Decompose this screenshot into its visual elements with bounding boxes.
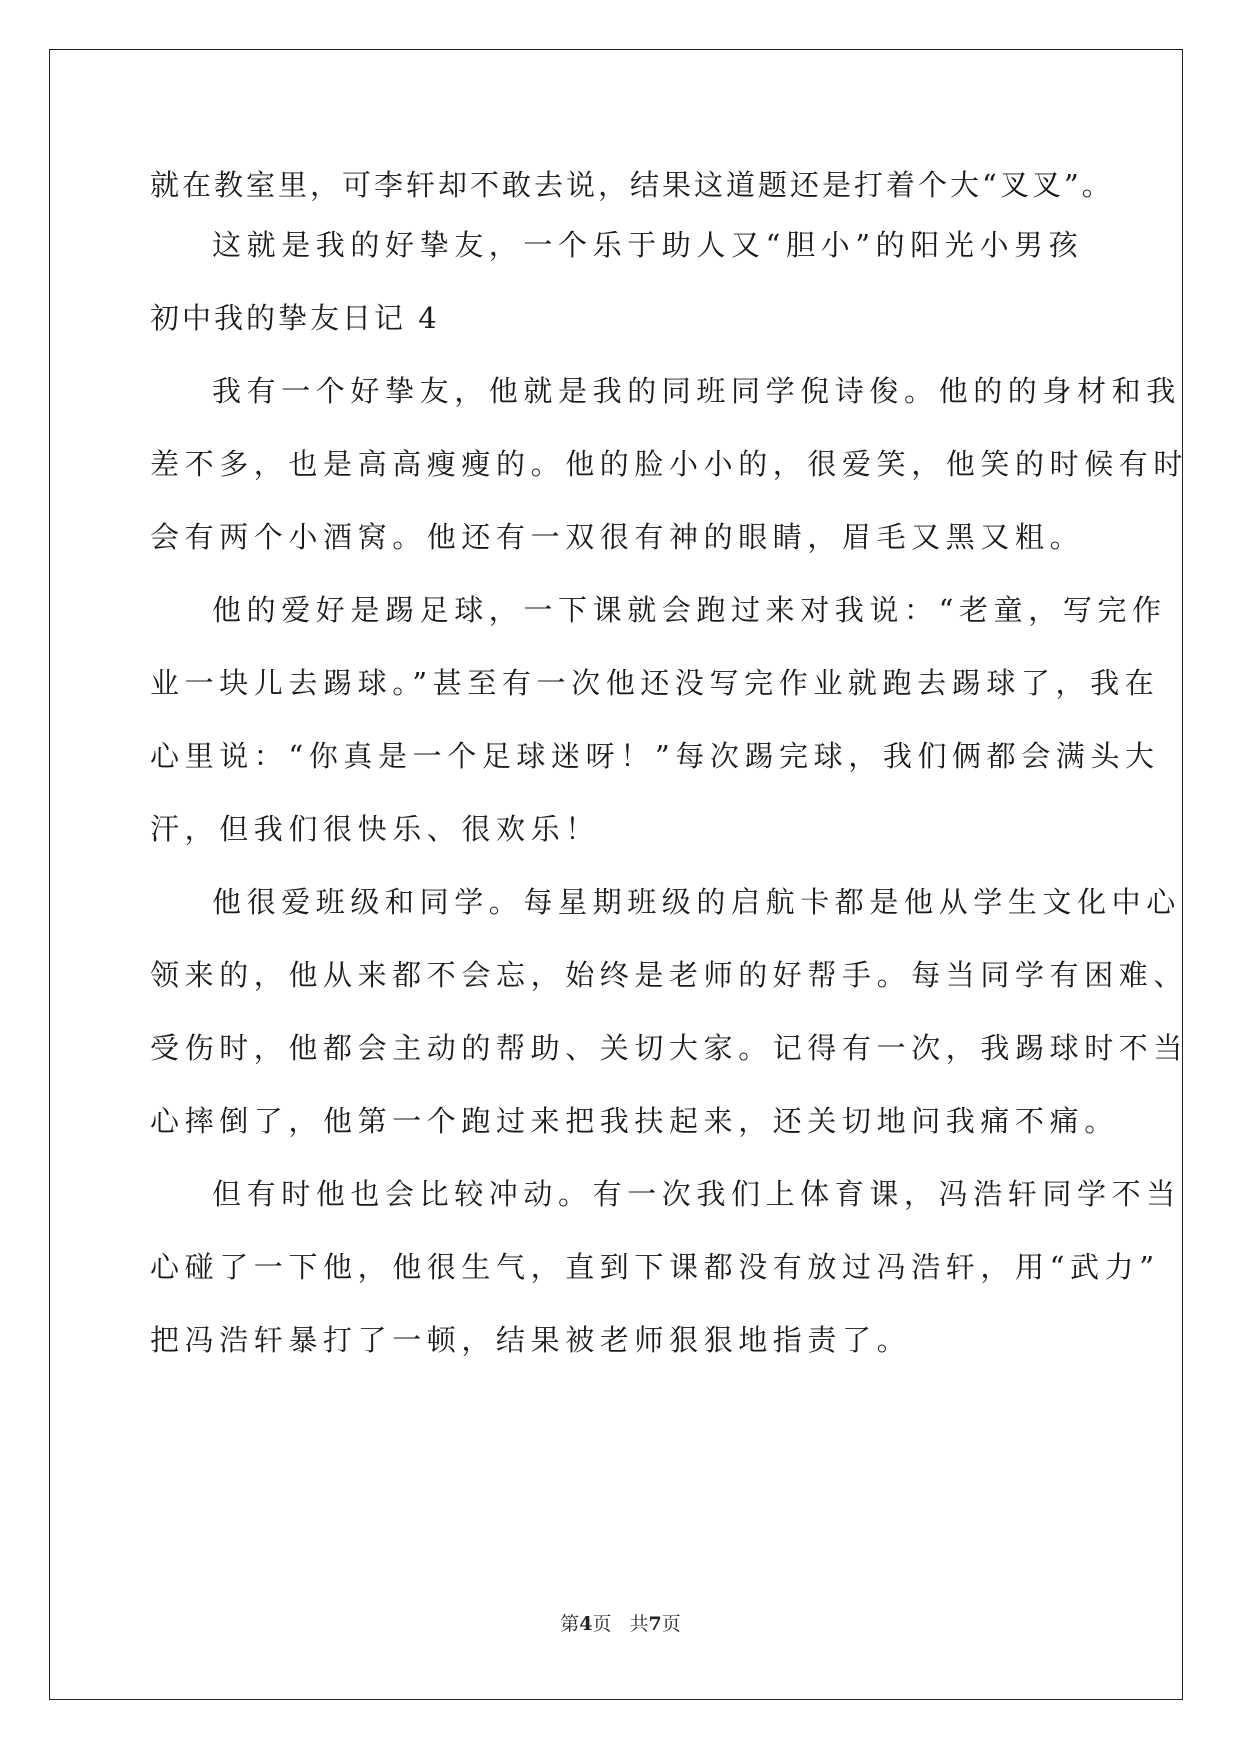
body-line: 业一块儿去踢球。”甚至有一次他还没写完作业就跑去踢球了，我在 xyxy=(150,666,1160,700)
body-line: 心摔倒了，他第一个跑过来把我扶起来，还关切地问我痛不痛。 xyxy=(150,1104,1119,1138)
body-line: 就在教室里，可李轩却不敢去说，结果这道题还是打着个大“叉叉”。 xyxy=(150,168,1114,202)
total-page-count: 7 xyxy=(648,1613,662,1635)
total-label-suffix: 页 xyxy=(661,1613,681,1635)
body-line: 把冯浩轩暴打了一顿，结果被老师狠狠地指责了。 xyxy=(150,1323,912,1357)
body-line: 心里说：“你真是一个足球迷呀！”每次踢完球，我们俩都会满头大 xyxy=(150,739,1160,773)
body-line: 差不多，也是高高瘦瘦的。他的脸小小的，很爱笑，他笑的时候有时 xyxy=(150,447,1189,481)
body-line: 他的爱好是踢足球，一下课就会跑过来对我说：“老童，写完作 xyxy=(212,593,1167,627)
current-page-number: 4 xyxy=(579,1613,593,1635)
body-line: 我有一个好挚友，他就是我的同班同学倪诗俊。他的的身材和我 xyxy=(212,374,1181,408)
body-line: 但有时他也会比较冲动。有一次我们上体育课，冯浩轩同学不当 xyxy=(212,1177,1181,1211)
body-line: 汗，但我们很快乐、很欢乐！ xyxy=(150,812,600,846)
section-heading: 初中我的挚友日记 4 xyxy=(150,301,440,335)
body-line: 他很爱班级和同学。每星期班级的启航卡都是他从学生文化中心 xyxy=(212,885,1181,919)
total-label-prefix: 共 xyxy=(629,1613,649,1635)
body-line: 会有两个小酒窝。他还有一双很有神的眼睛，眉毛又黑又粗。 xyxy=(150,520,1085,554)
page-footer xyxy=(0,1612,1241,1636)
page-label-suffix: 页 xyxy=(592,1613,612,1635)
body-line: 受伤时，他都会主动的帮助、关切大家。记得有一次，我踢球时不当 xyxy=(150,1031,1189,1065)
body-line: 领来的，他从来都不会忘，始终是老师的好帮手。每当同学有困难、 xyxy=(150,958,1189,992)
body-line: 心碰了一下他，他很生气，直到下课都没有放过冯浩轩，用“武力” xyxy=(150,1250,1160,1284)
page-border xyxy=(49,49,1183,1700)
body-line: 这就是我的好挚友，一个乐于助人又“胆小”的阳光小男孩 xyxy=(212,228,1084,262)
page-label-prefix: 第 xyxy=(560,1613,580,1635)
